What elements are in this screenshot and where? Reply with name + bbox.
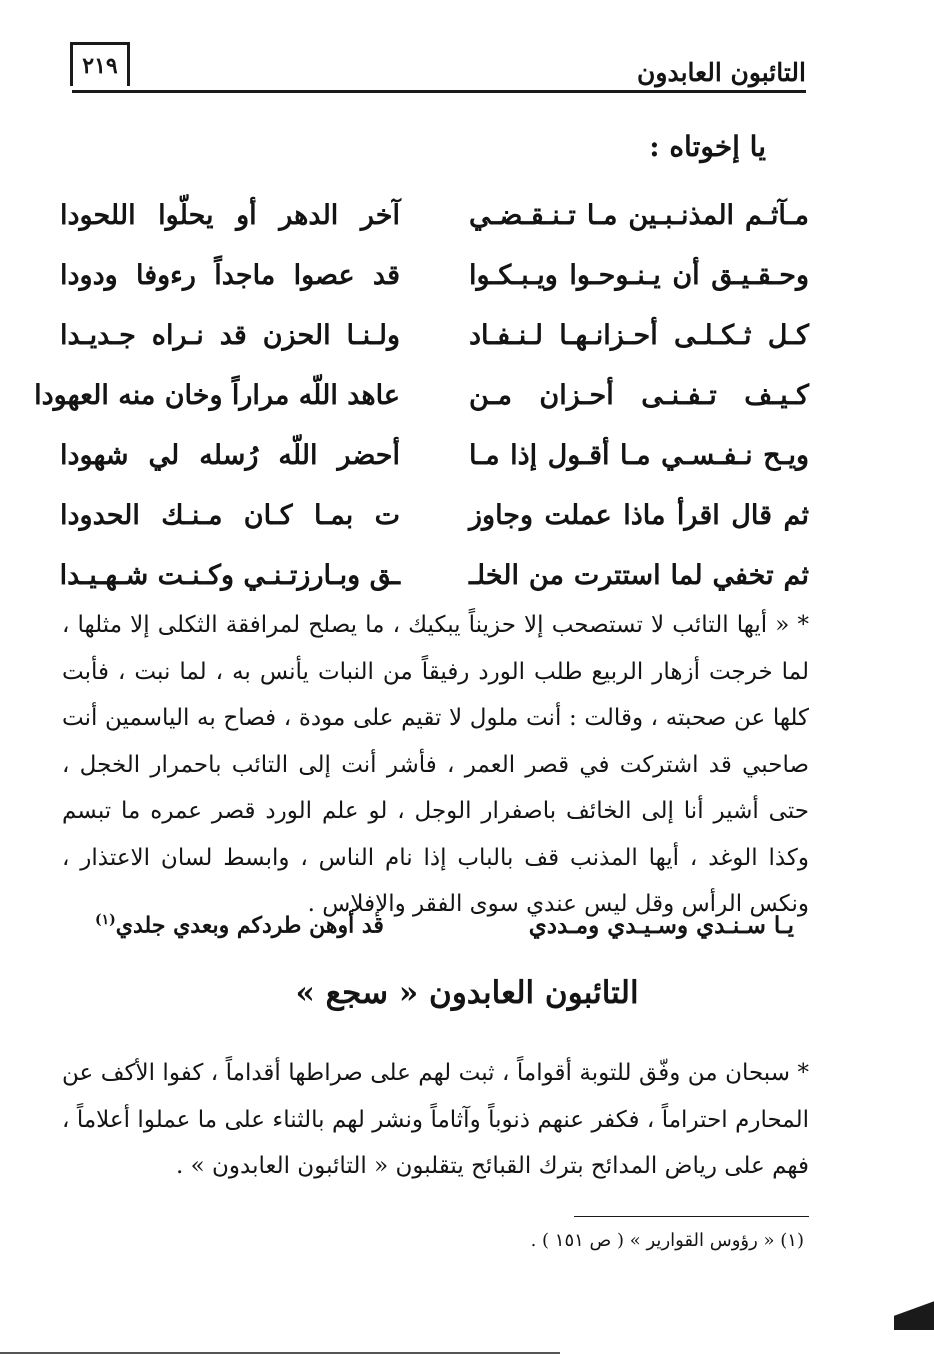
poem-heading: يا إخوتاه : xyxy=(649,130,766,163)
verse-second-hemistich: ـق وبـارزتـنـي وكـنـت شـهـيـدا xyxy=(59,560,400,591)
verse-first-hemistich: كـيـف تـفـنـى أحـزان مـن xyxy=(469,380,809,411)
poem-verses xyxy=(34,188,809,608)
verse-first-hemistich: ثم قال اقرأ ماذا عملت وجاوز xyxy=(469,500,809,531)
section-title: التائبون العابدون « سجع » xyxy=(295,975,639,1011)
header-rule xyxy=(72,90,806,93)
verse-first-hemistich: ثم تخفي لما استترت من الخلـ xyxy=(469,560,809,591)
closing-verse-second xyxy=(95,912,384,938)
body-paragraph-1: * « أيها التائب لا تستصحب إلا حزيناً يبكيك ، ما يصلح لمرافقة الثكلى إلا مثلها ، لما خرجت أزهار الربيع طلب الورد رفيقاً من النبات يأنس به ، لما نبت ، فأبت كلها عن صحبته ، وقالت : أنت ملول لا تقيم على مودة ، فصاح به الياسمين أنت صاحبي قد اشتركت في قصر العمر ، فأشر أنت إلى التائب باحمرار الخجل ، حتى أشير أنا إلى الخائف باصفرار الوجل ، لو علم الورد قصر عمره ما تبسم وكذا الوغد ، أيها المذنب قف بالباب إذا نام الناس ، وابسط لسان الاعتذار ، ونكس الرأس وقل ليس عندي سوى الفقر والإفلاس . xyxy=(62,612,809,917)
footnote-text: « رؤوس القوارير » ( ص ١٥١ ) . xyxy=(530,1230,775,1251)
verse-second-hemistich: آخر الدهر أو يحلّوا اللحودا xyxy=(60,200,400,231)
body-paragraph-2: * سبحان من وفّق للتوبة أقواماً ، ثبت لهم على صراطها أقداماً ، كفوا الأكف عن المحارم احتراماً ، فكفر عنهم ذنوباً وآثاماً ونشر لهم بالثناء على ما عملوا أعلاماً ، فهم على رياض المدائح بترك القبائح يتقلبون « التائبون العابدون » . xyxy=(62,1060,809,1179)
verse-second-hemistich: ولـنـا الحزن قد نـراه جـديـدا xyxy=(60,320,400,351)
footnote-reference[interactable]: (١) xyxy=(95,912,116,928)
footnote-divider xyxy=(574,1216,809,1217)
closing-verse-first: يـا سـنـدي وسـيـدي ومـددي xyxy=(528,912,794,939)
footnote-number: (١) xyxy=(780,1230,804,1251)
verse-7 xyxy=(60,548,809,608)
verse-2 xyxy=(60,248,809,308)
verse-5 xyxy=(60,428,809,488)
verse-second-hemistich: ت بمـا كـان مـنـك الحدودا xyxy=(60,500,400,531)
verse-first-hemistich: مـآثـم المذنـبـين مـا تـنـقـضـي xyxy=(469,200,809,231)
scan-edge-shadow xyxy=(894,1280,934,1330)
scan-bottom-edge xyxy=(0,1352,560,1354)
verse-first-hemistich: وحـقـيـق أن يـنـوحـوا ويـبـكـوا xyxy=(469,260,809,291)
page-number: ٢١٩ xyxy=(70,42,130,86)
closing-verse-second-text: قد أوهن طردكم وبعدي جلدي xyxy=(115,912,384,939)
verse-second-hemistich: عاهد اللّه مراراً وخان منه العهودا xyxy=(34,380,400,411)
running-title: التائبون العابدون xyxy=(637,58,806,87)
verse-1 xyxy=(60,188,809,248)
verse-4 xyxy=(34,368,809,428)
verse-6 xyxy=(60,488,809,548)
verse-3 xyxy=(60,308,809,368)
closing-verse xyxy=(95,912,794,952)
verse-first-hemistich: ويـح نـفـسـي مـا أقـول إذا مـا xyxy=(469,440,809,471)
verse-first-hemistich: كـل ثـكـلـى أحـزانـهـا لـنـفـاد xyxy=(469,320,809,351)
verse-second-hemistich: أحضر اللّه رُسله لي شهودا xyxy=(60,440,400,471)
verse-second-hemistich: قد عصوا ماجداً رءوفا ودودا xyxy=(60,260,400,291)
footnote xyxy=(531,1230,804,1251)
